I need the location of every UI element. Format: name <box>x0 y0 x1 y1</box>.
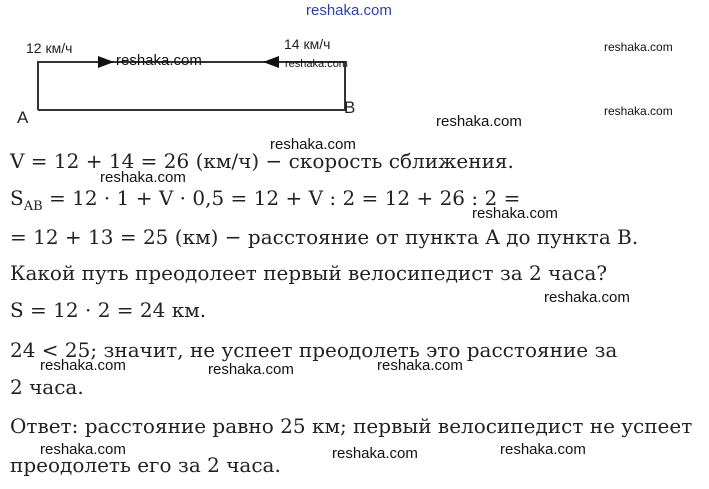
watermark: reshaka.com <box>116 52 202 69</box>
arrow-left-icon <box>263 56 279 68</box>
watermark: reshaka.com <box>40 357 126 374</box>
watermark: reshaka.com <box>306 2 392 19</box>
distance-formula-line <box>10 186 520 219</box>
watermark: reshaka.com <box>544 289 630 306</box>
comparison-line-cont: 2 часа. <box>10 375 84 399</box>
watermark: reshaka.com <box>604 104 673 118</box>
distance-subscript: AB <box>23 199 43 214</box>
watermark: reshaka.com <box>500 441 586 458</box>
distance-symbol: S <box>10 186 24 210</box>
watermark: reshaka.com <box>604 40 673 54</box>
arrow-right-icon <box>98 56 114 68</box>
answer-line-cont: преодолеть его за 2 часа. <box>10 453 281 477</box>
question-line: Какой путь преодолеет первый велосипедист за 2 часа? <box>10 261 608 285</box>
answer-line: Ответ: расстояние равно 25 км; первый велосипедист не успеет <box>10 414 693 438</box>
watermark: reshaka.com <box>436 113 522 130</box>
watermark: reshaka.com <box>208 361 294 378</box>
watermark: reshaka.com <box>270 136 356 153</box>
watermark: reshaka.com <box>377 357 463 374</box>
speed-right-label: 14 км/ч <box>284 36 331 52</box>
point-b-label: B <box>344 98 356 117</box>
distance-formula-rest: = 12 · 1 + V · 0,5 = 12 + V : 2 = 12 + 26 : 2 = <box>42 186 521 210</box>
distance-result-line: = 12 + 13 = 25 (км) − расстояние от пункта A до пункта B. <box>10 225 639 249</box>
watermark: reshaka.com <box>472 205 558 222</box>
point-a-label: A <box>17 108 29 127</box>
closing-speed-line: V = 12 + 14 = 26 (км/ч) − скорость сближения. <box>10 149 514 173</box>
watermark: reshaka.com <box>40 441 126 458</box>
comparison-line: 24 < 25; значит, не успеет преодолеть это расстояние за <box>10 338 618 362</box>
watermark: reshaka.com <box>332 445 418 462</box>
speed-left-label: 12 км/ч <box>26 40 73 56</box>
watermark: reshaka.com <box>285 58 348 70</box>
path-calc-line: S = 12 · 2 = 24 км. <box>10 298 207 322</box>
watermark: reshaka.com <box>100 169 186 186</box>
